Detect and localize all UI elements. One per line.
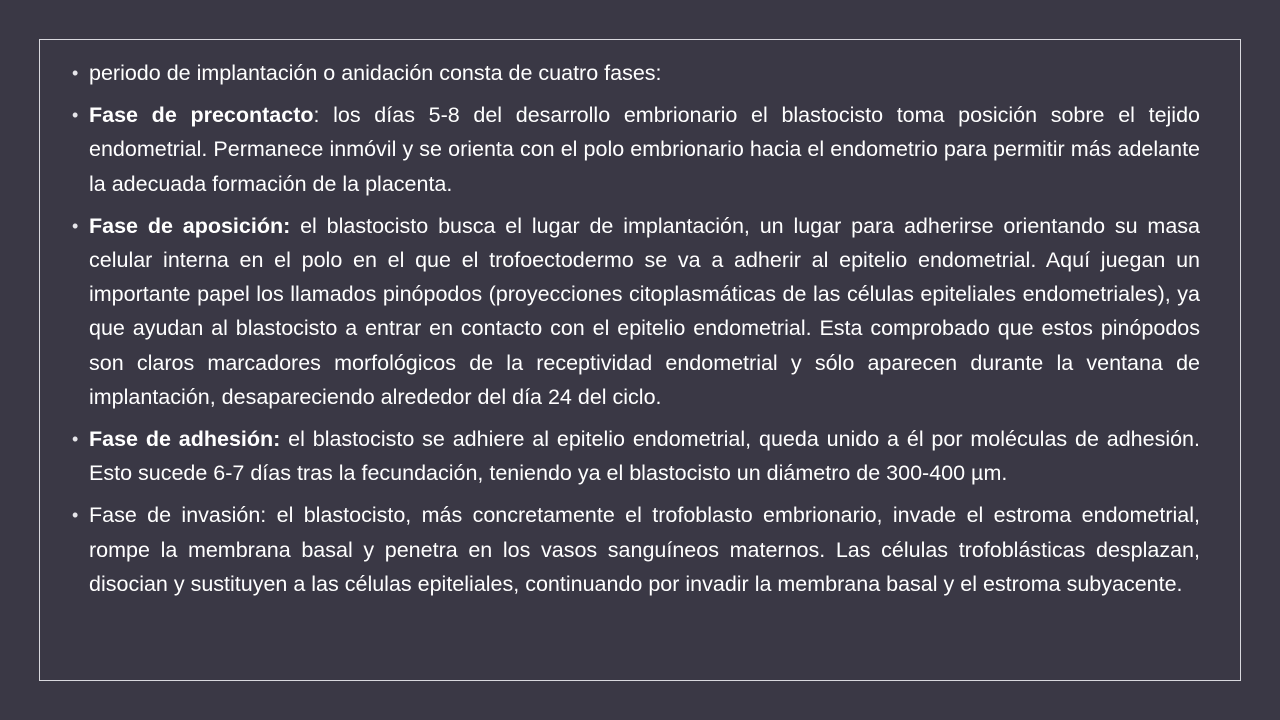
bullet-icon: •: [72, 63, 79, 83]
item-text: el blastocisto busca el lugar de implantación, un lugar para adherirse orientando su masa celular interna en el polo en el que el trofoectodermo se va a adherir al epitelio endometrial. Aquí juegan un importante papel los llamados pinópodos (proyecciones citoplasmáticas de las células epiteliales endometriales), ya que ayudan al blastocisto a entrar en contacto con el epitelio endometrial. Esta comprobado que estos pinópodos son claros marcadores morfológicos de la receptividad endometrial y sólo aparecen durante la ventana de implantación, desapareciendo alrededor del día 24 del ciclo.: [89, 213, 1200, 409]
item-term: Fase de precontacto: [89, 103, 314, 128]
bullet-item: [72, 422, 1200, 490]
bullet-icon: •: [72, 105, 79, 126]
bullet-item: [72, 209, 1200, 414]
bullet-icon: •: [72, 505, 79, 526]
item-term: Fase de adhesión:: [89, 427, 281, 452]
bullet-icon: •: [72, 429, 79, 450]
bullet-item: [72, 498, 1200, 601]
bullet-item: [72, 56, 1200, 90]
item-term: Fase de aposición:: [89, 213, 291, 238]
item-text: periodo de implantación o anidación consta de cuatro fases:: [89, 61, 662, 85]
bullet-icon: •: [72, 215, 79, 236]
bullet-item: [72, 98, 1200, 201]
item-text: Fase de invasión: el blastocisto, más concretamente el trofoblasto embrionario, invade el estroma endometrial, rompe la membrana basal y penetra en los vasos sanguíneos maternos. Las células trofoblásticas desplazan, disocian y sustituyen a las células epiteliales, continuando por invadir la membrana basal y el estroma subyacente.: [89, 503, 1200, 596]
item-text: el blastocisto se adhiere al epitelio endometrial, queda unido a él por moléculas de adhesión. Esto sucede 6-7 días tras la fecundación, teniendo ya el blastocisto un diámetro de 300-400 µm.: [89, 427, 1200, 486]
bullet-list: [72, 56, 1200, 609]
item-text: : los días 5-8 del desarrollo embrionario el blastocisto toma posición sobre el tejido endometrial. Permanece inmóvil y se orienta con el polo embrionario hacia el endometrio para permitir más adelante la adecuada formación de la placenta.: [89, 103, 1200, 196]
